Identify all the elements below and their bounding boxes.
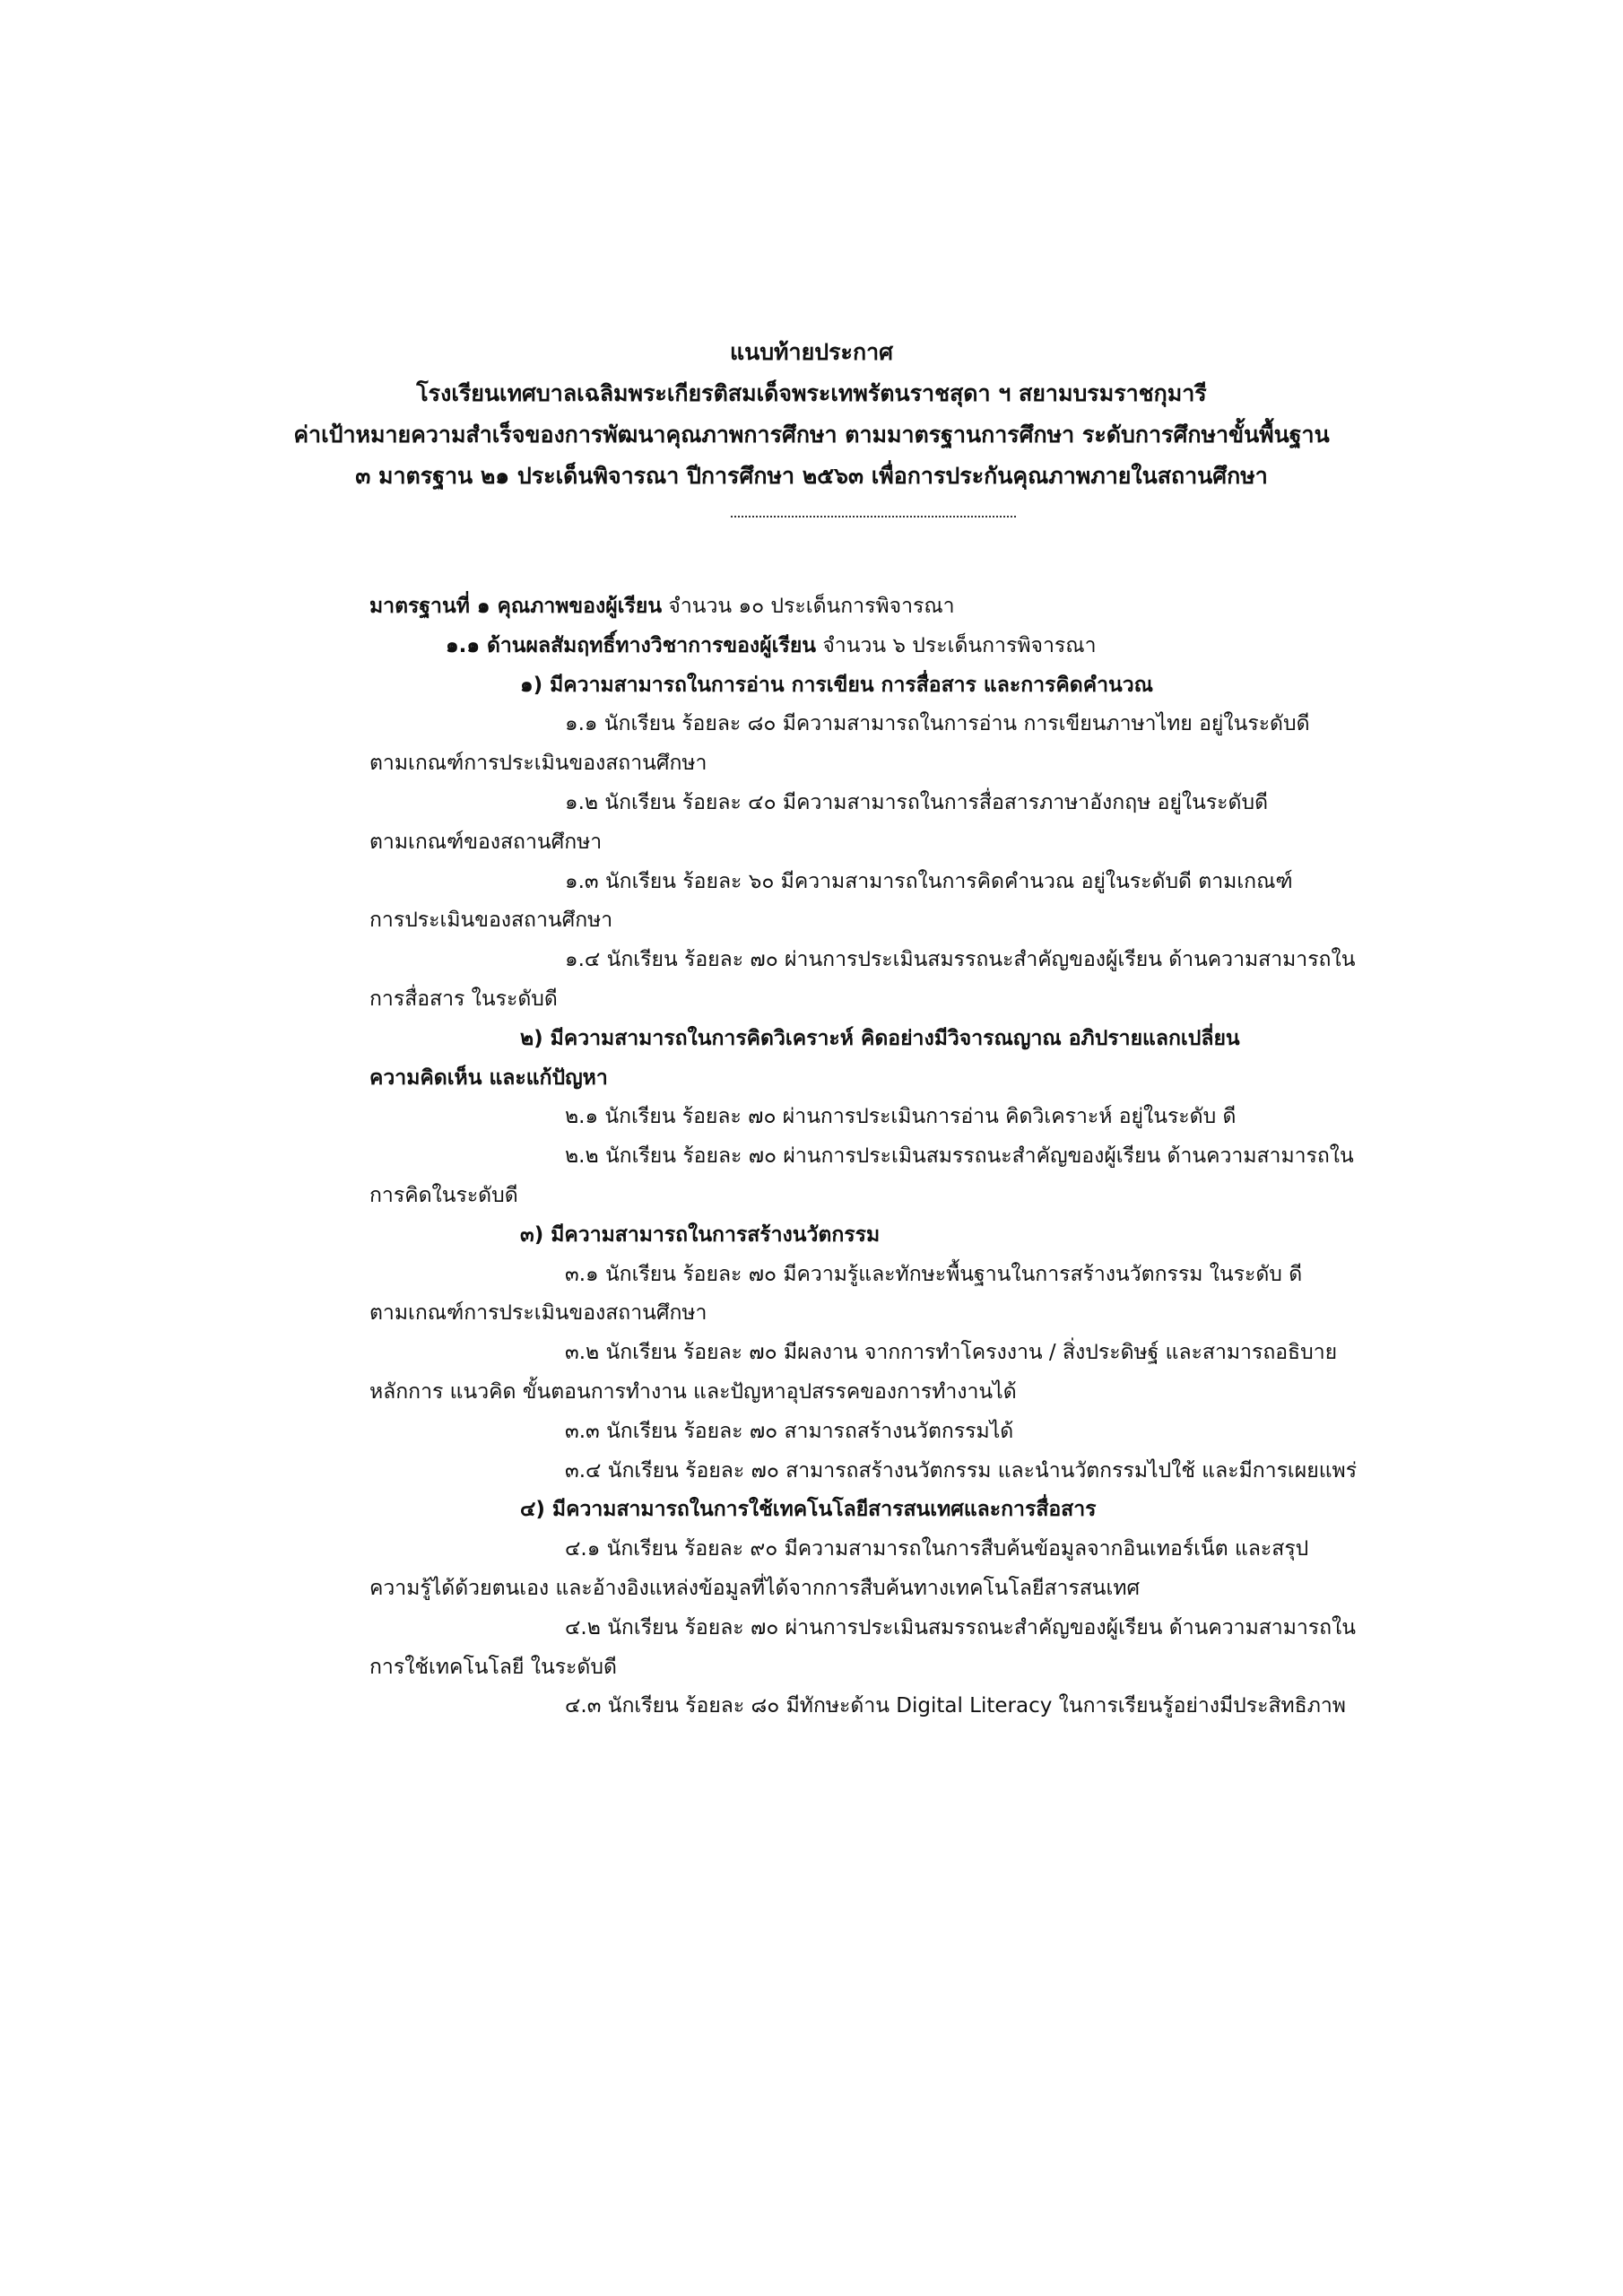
item-3-2-cont: หลักการ แนวคิด ขั้นตอนการทำงาน และปัญหาอุปสรรคของการทำงานได้: [369, 1379, 1017, 1404]
section-count: จำนวน ๖ ประเด็นการพิจารณา: [822, 633, 1097, 657]
item-3-1: ๓.๑ นักเรียน ร้อยละ ๗๐ มีความรู้และทักษะพื้นฐานในการสร้างนวัตกรรม ในระดับ ดี: [565, 1262, 1303, 1286]
topic-3: ๓) มีความสามารถในการสร้างนวัตกรรม: [520, 1222, 881, 1247]
item-4-3: ๔.๓ นักเรียน ร้อยละ ๘๐ มีทักษะด้าน Digital Literacy ในการเรียนรู้อย่างมีประสิทธิภาพ: [565, 1694, 1346, 1718]
section-label: ๑.๑ ด้านผลสัมฤทธิ์ทางวิชาการของผู้เรียน: [446, 633, 817, 657]
header-subject: ค่าเป้าหมายความสำเร็จของการพัฒนาคุณภาพการศึกษา ตามมาตรฐานการศึกษา ระดับการศึกษาขั้นพื้นฐาน: [293, 422, 1330, 448]
topic-2: ๒) มีความสามารถในการคิดวิเคราะห์ คิดอย่างมีวิจารณญาณ อภิปรายแลกเปลี่ยน: [520, 1026, 1240, 1050]
item-4-1-cont: ความรู้ได้ด้วยตนเอง และอ้างอิงแหล่งข้อมูลที่ได้จากการสืบค้นทางเทคโนโลยีสารสนเทศ: [369, 1576, 1141, 1600]
standard-heading: [369, 587, 1392, 627]
item-3-4: ๓.๔ นักเรียน ร้อยละ ๗๐ สามารถสร้างนวัตกรรม และนำนวัตกรรมไปใช้ และมีการเผยแพร่: [565, 1458, 1358, 1483]
document-header: [0, 332, 1623, 497]
item-2-1: ๒.๑ นักเรียน ร้อยละ ๗๐ ผ่านการประเมินการอ่าน คิดวิเคราะห์ อยู่ในระดับ ดี: [565, 1105, 1237, 1129]
header-scope: ๓ มาตรฐาน ๒๑ ประเด็นพิจารณา ปีการศึกษา ๒๕๖๓ เพื่อการประกันคุณภาพภายในสถานศึกษา: [355, 463, 1268, 489]
item-1-1: ๑.๑ นักเรียน ร้อยละ ๘๐ มีความสามารถในการอ่าน การเขียนภาษาไทย อยู่ในระดับดี: [565, 712, 1310, 736]
topic-2-cont: ความคิดเห็น และแก้ปัญหา: [369, 1065, 608, 1090]
item-3-1-cont: ตามเกณฑ์การประเมินของสถานศึกษา: [369, 1301, 707, 1326]
item-1-2-cont: ตามเกณฑ์ของสถานศึกษา: [369, 830, 603, 854]
standard-label: มาตรฐานที่ ๑ คุณภาพของผู้เรียน: [369, 595, 663, 618]
dotted-divider: [731, 516, 1016, 517]
item-4-1: ๔.๑ นักเรียน ร้อยละ ๙๐ มีความสามารถในการสืบค้นข้อมูลจากอินเทอร์เน็ต และสรุป: [565, 1537, 1309, 1561]
item-1-3: ๑.๓ นักเรียน ร้อยละ ๖๐ มีความสามารถในการคิดคำนวณ อยู่ในระดับดี ตามเกณฑ์: [565, 869, 1293, 893]
item-1-1-cont: ตามเกณฑ์การประเมินของสถานศึกษา: [369, 752, 707, 776]
item-4-2-cont: การใช้เทคโนโลยี ในระดับดี: [369, 1655, 617, 1679]
header-school-name: โรงเรียนเทศบาลเฉลิมพระเกียรติสมเด็จพระเทพรัตนราชสุดา ฯ สยามบรมราชกุมารี: [416, 380, 1207, 406]
document-body: [369, 587, 1392, 1726]
item-4-2: ๔.๒ นักเรียน ร้อยละ ๗๐ ผ่านการประเมินสมรรถนะสำคัญของผู้เรียน ด้านความสามารถใน: [565, 1615, 1356, 1639]
item-1-4: ๑.๔ นักเรียน ร้อยละ ๗๐ ผ่านการประเมินสมรรถนะสำคัญของผู้เรียน ด้านความสามารถใน: [565, 948, 1356, 972]
header-title: แนบท้ายประกาศ: [729, 339, 893, 365]
topic-1: ๑) มีความสามารถในการอ่าน การเขียน การสื่อสาร และการคิดคำนวณ: [520, 673, 1153, 697]
item-3-2: ๓.๒ นักเรียน ร้อยละ ๗๐ มีผลงาน จากการทำโครงงาน / สิ่งประดิษฐ์ และสามารถอธิบาย: [565, 1341, 1338, 1365]
item-1-2: ๑.๒ นักเรียน ร้อยละ ๔๐ มีความสามารถในการสื่อสารภาษาอังกฤษ อยู่ในระดับดี: [565, 790, 1269, 814]
item-2-2-cont: การคิดในระดับดี: [369, 1183, 518, 1207]
standard-count: จำนวน ๑๐ ประเด็นการพิจารณา: [668, 595, 955, 618]
section-heading: [369, 627, 1392, 666]
item-1-3-cont: การประเมินของสถานศึกษา: [369, 909, 613, 933]
item-1-4-cont: การสื่อสาร ในระดับดี: [369, 987, 558, 1011]
item-3-3: ๓.๓ นักเรียน ร้อยละ ๗๐ สามารถสร้างนวัตกรรมได้: [565, 1419, 1014, 1443]
topic-4: ๔) มีความสามารถในการใช้เทคโนโลยีสารสนเทศและการสื่อสาร: [520, 1498, 1097, 1522]
item-2-2: ๒.๒ นักเรียน ร้อยละ ๗๐ ผ่านการประเมินสมรรถนะสำคัญของผู้เรียน ด้านความสามารถใน: [565, 1144, 1354, 1169]
